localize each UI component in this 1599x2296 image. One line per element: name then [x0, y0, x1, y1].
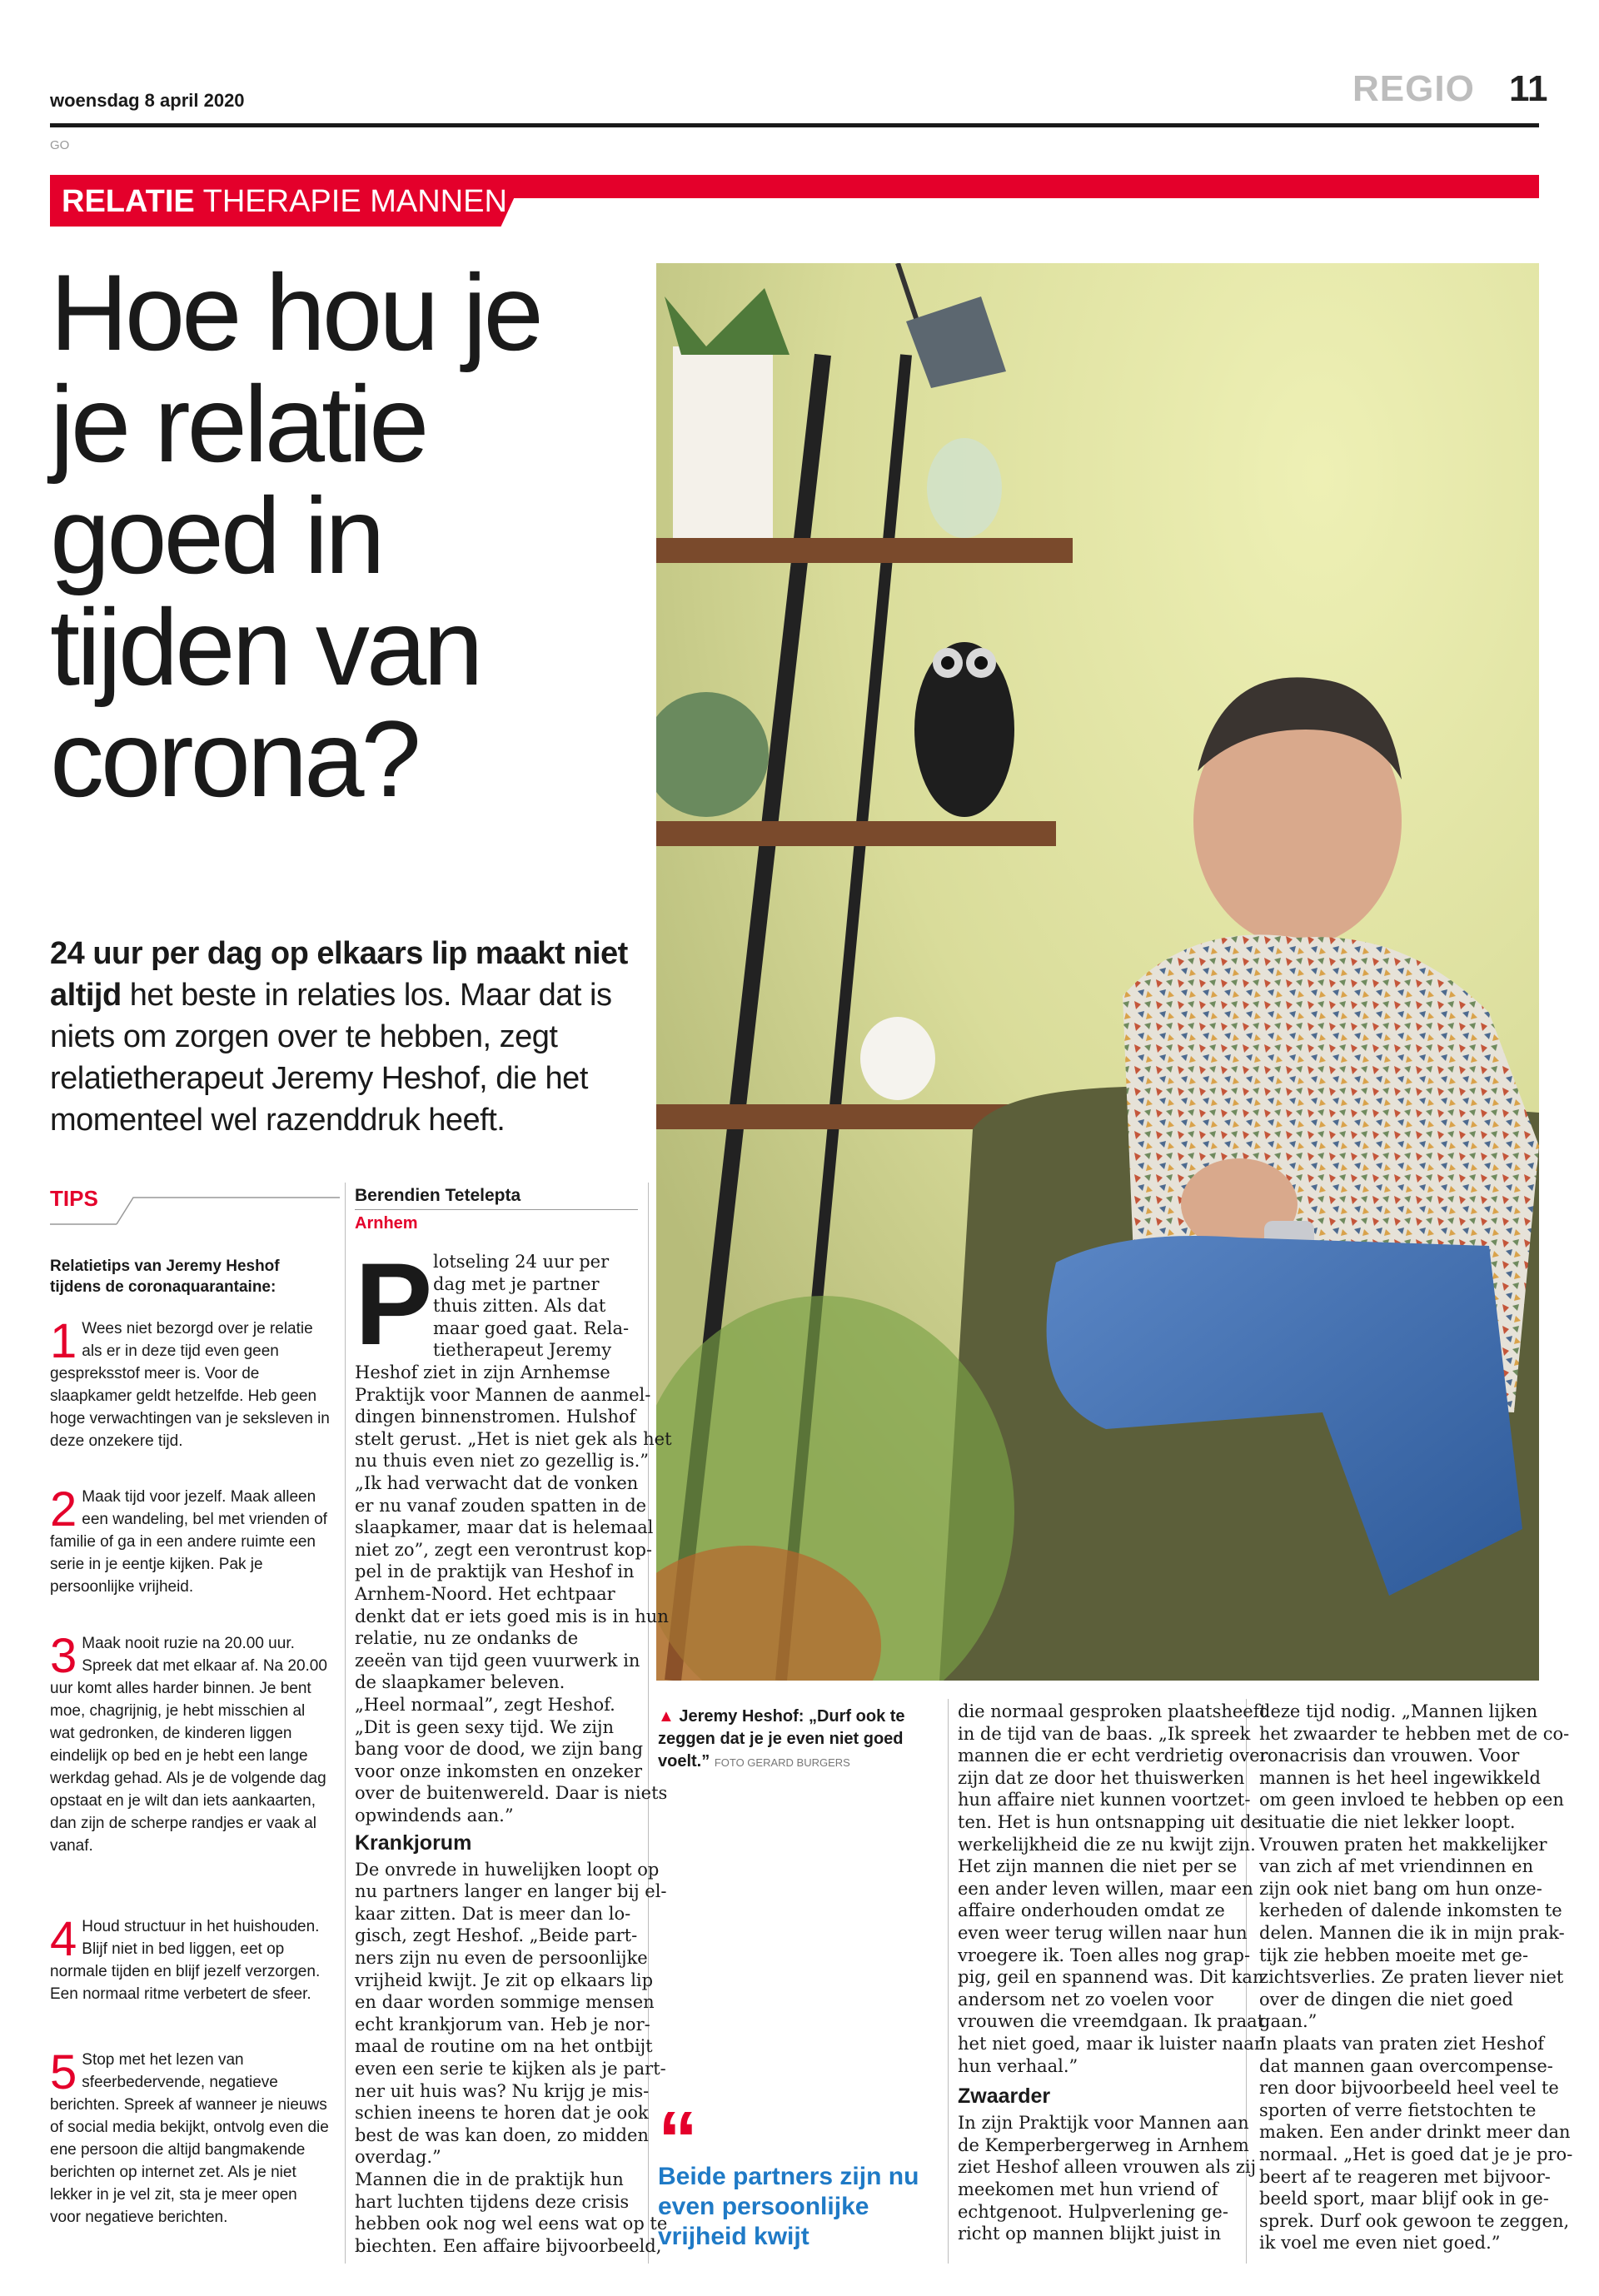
article-text-line: affaire onderhouden omdat ze — [958, 1900, 1225, 1921]
article-text-line: ziet Heshof alleen vrouwen als zij — [958, 2157, 1257, 2178]
page-number: 11 — [1509, 68, 1548, 109]
article-text-line: vrouwen die vreemdgaan. Ik praat — [958, 2011, 1265, 2032]
article-text-line: zijn dat ze door het thuiswerken — [958, 1767, 1245, 1788]
article-text-line: dag met je partner — [433, 1273, 600, 1294]
article-text-line: normaal. „Het is goed dat je je pro- — [1259, 2144, 1573, 2164]
article-text-line: echt krankjorum van. Heb je nor- — [355, 2014, 650, 2035]
article-text-line: hun affaire niet kunnen voortzet- — [958, 1790, 1251, 1810]
article-text-line: werkelijkheid die ze nu kwijt zijn. — [958, 1834, 1256, 1855]
article-text-line: maar goed gaat. Rela- — [433, 1317, 630, 1338]
article-text-line: echtgenoot. Hulpverlening ge- — [958, 2201, 1228, 2222]
article-text-line: zichtsverlies. Ze praten liever niet — [1259, 1967, 1564, 1988]
article-text-line: ner uit huis was? Nu krijg je mis- — [355, 2080, 650, 2101]
photo-caption — [658, 1706, 924, 1774]
rubric-label — [62, 182, 507, 222]
article-text-line: lotseling 24 uur per — [433, 1252, 610, 1272]
article-text-line: ik voel me even niet goed.” — [1259, 2233, 1501, 2254]
article-text-line: De onvrede in huwelijken loopt op — [355, 1859, 660, 1880]
tip-number: 1 — [50, 1314, 77, 1368]
tip-number: 2 — [50, 1482, 77, 1536]
article-text-line: maal de routine om na het ontbijt — [355, 2036, 653, 2057]
article-subhead: Zwaarder — [958, 2084, 1051, 2109]
quote-mark-icon: “ — [658, 2095, 698, 2184]
article-text-line: „Heel normaal”, zegt Heshof. — [355, 1695, 615, 1715]
article-text-line: mannen die er echt verdrietig over — [958, 1746, 1268, 1766]
article-text-line: ten. Het is hun ontsnapping uit de — [958, 1812, 1262, 1832]
article-text-line: schien ineens te horen dat je ook — [355, 2103, 649, 2124]
caption-text: Jeremy Heshof: „Durf ook te zeggen dat je je even niet goed voelt.” — [658, 1707, 905, 1771]
article-text-line: gaan.” — [1259, 2011, 1318, 2032]
photo-illustration — [656, 263, 1539, 1681]
article-text-line: hun verhaal.” — [958, 2055, 1078, 2076]
article-subhead: Krankjorum — [355, 1830, 472, 1855]
intro-paragraph — [50, 933, 650, 1141]
tip-number: 4 — [50, 1912, 77, 1966]
article-text-line: beert af te reageren met bijvoor- — [1259, 2166, 1551, 2187]
article-text-line: hart luchten tijdens deze crisis — [355, 2191, 630, 2212]
article-text-line: „Dit is geen sexy tijd. We zijn — [355, 1716, 615, 1737]
tips-rule — [50, 1196, 340, 1226]
article-text-line: er nu vanaf zouden spatten in de — [355, 1495, 647, 1516]
article-text-line: sporten of verre fietstochten te — [1259, 2099, 1537, 2120]
article-text-line: een ander leven willen, maar een — [958, 1878, 1253, 1899]
article-text-line: In zijn Praktijk voor Mannen aan — [958, 2113, 1249, 2134]
tip-text: Maak tijd voor jezelf. Maak alleen een wandeling, bel met vrienden of familie of ga in een andere ruimte een serie in je eentje kijken. Pak je persoonlijke vrijheid. — [50, 1488, 327, 1596]
pull-quote: Beide partners zijn nu even persoonlijke vrijheid kwijt — [658, 2163, 919, 2250]
article-text-line: vroegere ik. Toen alles nog grap- — [958, 1945, 1251, 1965]
article-text-line: dat mannen gaan overcompense- — [1259, 2055, 1553, 2076]
article-text-line: thuis zitten. Als dat — [433, 1296, 606, 1317]
tips-intro: Relatietips van Jeremy Heshof tijdens de coronaquarantaine: — [50, 1258, 280, 1296]
caption-triangle-icon: ▲ — [658, 1707, 675, 1726]
rubric-label-bold: RELATIE — [62, 184, 195, 219]
article-text-line: meekomen met hun vriend of — [958, 2179, 1218, 2199]
publication-date: woensdag 8 april 2020 — [50, 90, 245, 111]
article-text-line: het zwaarder te hebben met de co- — [1259, 1723, 1570, 1744]
article-text-line: om geen invloed te hebben op een — [1259, 1790, 1564, 1810]
article-text-line: stelt gerust. „Het is niet gek als het — [355, 1428, 672, 1449]
article-text-line: denkt dat er iets goed mis is in hun — [355, 1606, 669, 1626]
article-text-line: bang voor de dood, we zijn bang — [355, 1739, 644, 1760]
article-text-line: en daar worden sommige mensen — [355, 1992, 655, 2013]
photo-credit: FOTO GERARD BURGERS — [714, 1756, 850, 1769]
article-text-line: even weer terug willen naar hun — [958, 1923, 1248, 1943]
headline: Hoe hou je je relatie goed in tijden van corona? — [50, 252, 540, 819]
article-text-line: delen. Mannen die ik in mijn prak- — [1259, 1923, 1565, 1943]
tip-item — [50, 1314, 331, 1452]
article-text-line: Mannen die in de praktijk hun — [355, 2169, 624, 2189]
article-text-line: Het zijn mannen die niet per se — [958, 1856, 1238, 1877]
article-text-line: overdag.” — [355, 2147, 441, 2168]
tip-text: Houd structuur in het huishouden. Blijf niet in bed liggen, eet op normale tijden en blijf jezelf verzorgen. Een normaal ritme verbetert de sfeer. — [50, 1918, 321, 2003]
article-text-line: over de buitenwereld. Daar is niets — [355, 1783, 668, 1804]
article-text-line: deze tijd nodig. „Mannen lijken — [1259, 1701, 1538, 1721]
article-text-line: richt op mannen blijkt juist in — [958, 2224, 1222, 2244]
article-text-line: sprek. Durf ook gewoon te zeggen, — [1259, 2210, 1570, 2231]
article-text-line: biechten. Een affaire bijvoorbeeld, — [355, 2235, 662, 2256]
column-rule — [345, 1183, 346, 2264]
tip-text: Wees niet bezorgd over je relatie als er in deze tijd even geen gespreksstof meer is. Voor de slaapkamer geldt hetzelfde. Heb geen hoge verwachtingen van je seksleven in deze onzekere tijd. — [50, 1320, 330, 1450]
article-text-line: voor onze inkomsten en onzeker — [355, 1761, 643, 1781]
article-text-line: het niet goed, maar ik luister naar — [958, 2034, 1263, 2054]
article-text-line: ren door bijvoorbeeld heel veel te — [1259, 2078, 1559, 2099]
article-text-line: relatie, nu ze ondanks de — [355, 1628, 579, 1649]
article-text-line: even een serie te kijken als je part- — [355, 2059, 666, 2079]
article-text-line: dingen binnenstromen. Hulshof — [355, 1407, 636, 1427]
article-text-line: tijk zie hebben moeite met ge- — [1259, 1945, 1529, 1965]
section-label: REGIO — [1352, 68, 1475, 109]
tips-title: TIPS — [50, 1186, 98, 1211]
byline-rule — [355, 1209, 638, 1210]
article-text-line: hebben ook nog wel eens wat op te — [355, 2214, 668, 2234]
drop-cap: P — [355, 1238, 433, 1369]
article-text-line: In plaats van praten ziet Heshof — [1259, 2034, 1545, 2054]
rubric-label-rest: THERAPIE MANNEN — [194, 184, 507, 219]
article-text-line: situatie die niet lekker loopt. — [1259, 1812, 1516, 1832]
article-text-line: Arnhem-Noord. Het echtpaar — [355, 1584, 615, 1604]
article-text-line: vrijheid kwijt. Je zit op elkaars lip — [355, 1970, 654, 1990]
article-text-line: ronacrisis dan vrouwen. Voor — [1259, 1746, 1520, 1766]
tip-item — [50, 1912, 331, 2005]
column-rule — [948, 1699, 949, 2264]
article-text-line: beeld sport, maar blijf ook in ge- — [1259, 2189, 1549, 2209]
article-text-line: over de dingen die niet goed — [1259, 1989, 1513, 2010]
article-text-line: mannen is het heel ingewikkeld — [1259, 1767, 1541, 1788]
intro-rest: het beste in relaties los. Maar dat is niets om zorgen over te hebben, zegt relatietherapeut Jeremy Heshof, die het momenteel wel razenddruk heeft. — [50, 978, 612, 1138]
tip-text: Maak nooit ruzie na 20.00 uur. Spreek dat met elkaar af. Na 20.00 uur komt alles harder binnen. Je bent moe, chagrijnig, je hebt misschien al wat gedronken, de kinderen liggen eindelijk op bed en je hebt een lange werkdag gehad. Als je de volgende dag opstaat en je wilt dan iets aankaarten, dan zijn de scherpe randjes er vaak al vanaf. — [50, 1635, 327, 1855]
tip-number: 5 — [50, 2045, 77, 2099]
article-text-line: niet zo”, zegt een verontrust kop- — [355, 1539, 652, 1560]
article-text-line: andersom net zo voelen voor — [958, 1989, 1213, 2010]
article-text-line: de slaapkamer beleven. — [355, 1672, 565, 1693]
article-text-line: zeeën van tijd geen vuurwerk in — [355, 1650, 640, 1671]
tip-item — [50, 2045, 331, 2229]
header-rule — [50, 123, 1539, 127]
dateline-place: Arnhem — [355, 1214, 418, 1233]
tip-text: Stop met het lezen van sfeerbedervende, negatieve berichten. Spreek af wanneer je nieuws of social media bekijkt, ontvolg even die ene persoon die altijd bangmakende berichten op internet zet. Als je niet lekker in je vel zit, sta je meer open voor negatieve berichten. — [50, 2051, 329, 2226]
article-text-line: maken. Een ander drinkt meer dan — [1259, 2122, 1571, 2143]
article-text-line: pel in de praktijk van Heshof in — [355, 1561, 635, 1582]
article-text-line: best de was kan doen, zo midden — [355, 2124, 649, 2145]
article-text-line: kaar zitten. Dat is meer dan lo- — [355, 1903, 631, 1924]
article-text-line: pig, geil en spannend was. Dit kan — [958, 1967, 1264, 1988]
tip-item — [50, 1629, 331, 1857]
article-text-line: Praktijk voor Mannen de aanmel- — [355, 1384, 651, 1405]
article-text-line: ners zijn nu even de persoonlijke — [355, 1948, 648, 1968]
article-text-line: kerheden of dalende inkomsten te — [1259, 1900, 1562, 1921]
article-text-line: de Kemperbergerweg in Arnhem — [958, 2134, 1249, 2155]
author-byline: Berendien Tetelepta — [355, 1186, 521, 1205]
article-text-line: nu thuis even niet zo gezellig is.” — [355, 1451, 650, 1472]
article-text-line: Heshof ziet in zijn Arnhemse — [355, 1362, 610, 1382]
article-text-line: nu partners langer en langer bij el- — [355, 1881, 667, 1902]
article-text-line: die normaal gesproken plaatsheeft — [958, 1701, 1267, 1721]
article-text-line: slaapkamer, maar dat is helemaal — [355, 1517, 654, 1538]
article-photo — [656, 263, 1539, 1681]
article-text-line: zijn ook niet bang om hun onze- — [1259, 1878, 1542, 1899]
article-text-line: tietherapeut Jeremy — [433, 1340, 612, 1361]
edition-code: GO — [50, 138, 70, 152]
article-text-line: gisch, zegt Heshof. „Beide part- — [355, 1925, 638, 1946]
tip-number: 3 — [50, 1629, 77, 1683]
article-text-line: van zich af met vriendinnen en — [1259, 1856, 1534, 1877]
intro-bold: 24 uur per dag op elkaars lip maakt niet altijd — [50, 936, 628, 1013]
article-text-line: opwindends aan.” — [355, 1805, 514, 1825]
article-text-line: Vrouwen praten het makkelijker — [1259, 1834, 1547, 1855]
article-text-line: „Ik had verwacht dat de vonken — [355, 1473, 639, 1493]
tip-item — [50, 1482, 331, 1598]
article-text-line: in de tijd van de baas. „Ik spreek — [958, 1723, 1251, 1744]
